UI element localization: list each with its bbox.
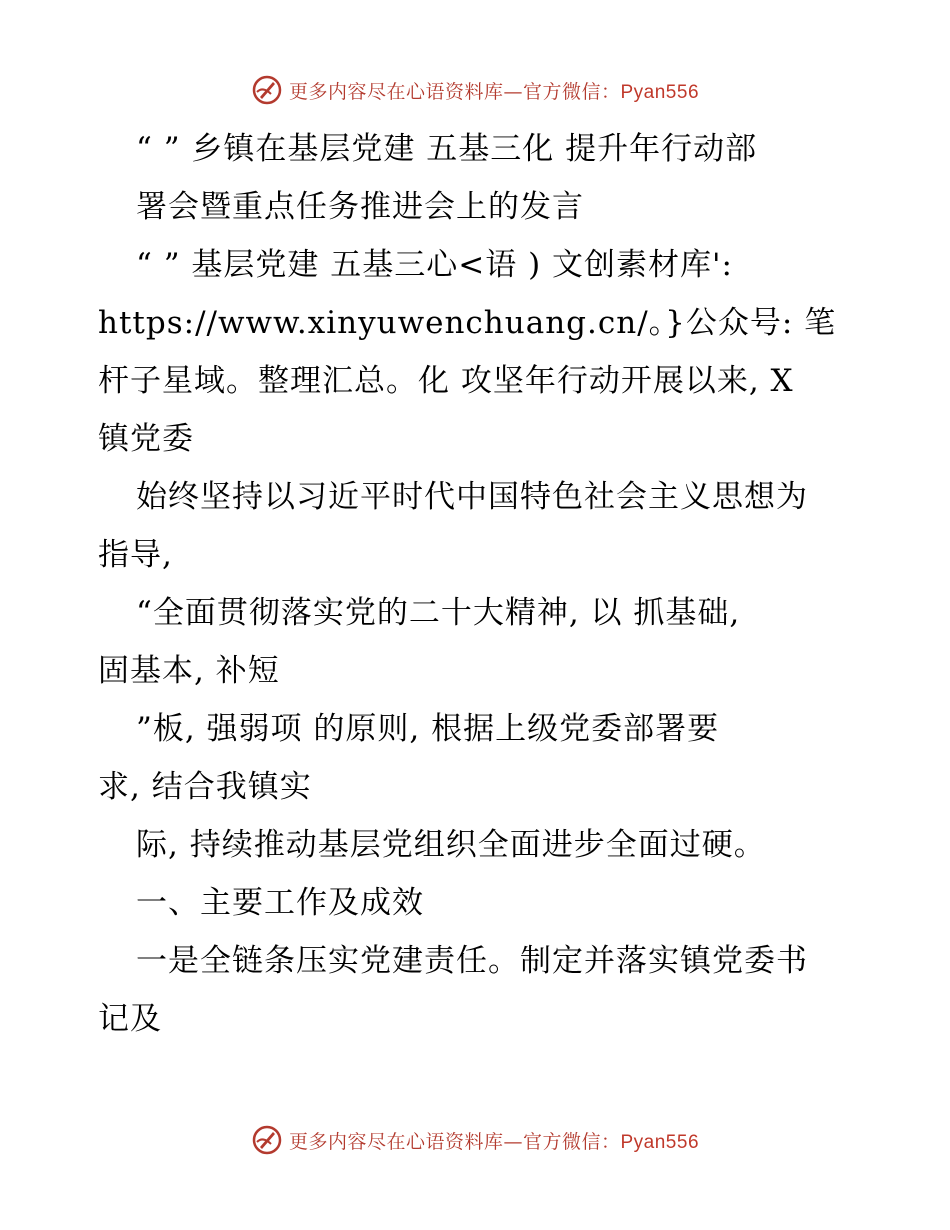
watermark-banner-bottom (0, 1120, 950, 1160)
document-line: 固基本, 补短 (98, 653, 280, 689)
document-line: ”板, 强弱项 的原则, 根据上级党委部署要 (136, 711, 720, 747)
document-line: 际, 持续推动基层党组织全面进步全面过硬。 (136, 827, 766, 863)
watermark-site-text: 更多内容尽在心语资料库—官方微信： (288, 1130, 621, 1153)
document-line: 一是全链条压实党建责任。制定并落实镇党委书 (136, 943, 808, 979)
quill-seal-icon (251, 74, 283, 106)
document-body (98, 120, 858, 1048)
watermark-text (289, 77, 699, 104)
document-line: 指导, (98, 537, 173, 573)
document-line: 始终坚持以习近平时代中国特色社会主义思想为 (136, 479, 808, 515)
watermark-banner-top (0, 70, 950, 110)
watermark-wechat-id: Pyan556 (620, 81, 700, 103)
quill-seal-icon (251, 1124, 283, 1156)
watermark-wechat-id: Pyan556 (620, 1131, 700, 1153)
document-line: 署会暨重点任务推进会上的发言 (136, 189, 584, 225)
document-line: 一、主要工作及成效 (136, 885, 424, 921)
document-line: “ ” 乡镇在基层党建 五基三化 提升年行动部 (136, 131, 758, 167)
document-line: 记及 (98, 1001, 162, 1037)
watermark-text (289, 1127, 699, 1154)
document-line: 镇党委 (98, 421, 194, 457)
document-line: https://www.xinyuwenchuang.cn/。}公众号: 笔 (98, 305, 837, 341)
document-line: “全面贯彻落实党的二十大精神, 以 抓基础, (136, 595, 741, 631)
document-line: 杆子星域。整理汇总。化 攻坚年行动开展以来, X (98, 363, 794, 399)
document-line: “ ” 基层党建 五基三心<语 ) 文创素材库': (136, 247, 733, 283)
watermark-site-text: 更多内容尽在心语资料库—官方微信： (288, 80, 621, 103)
document-line: 求, 结合我镇实 (98, 769, 312, 805)
